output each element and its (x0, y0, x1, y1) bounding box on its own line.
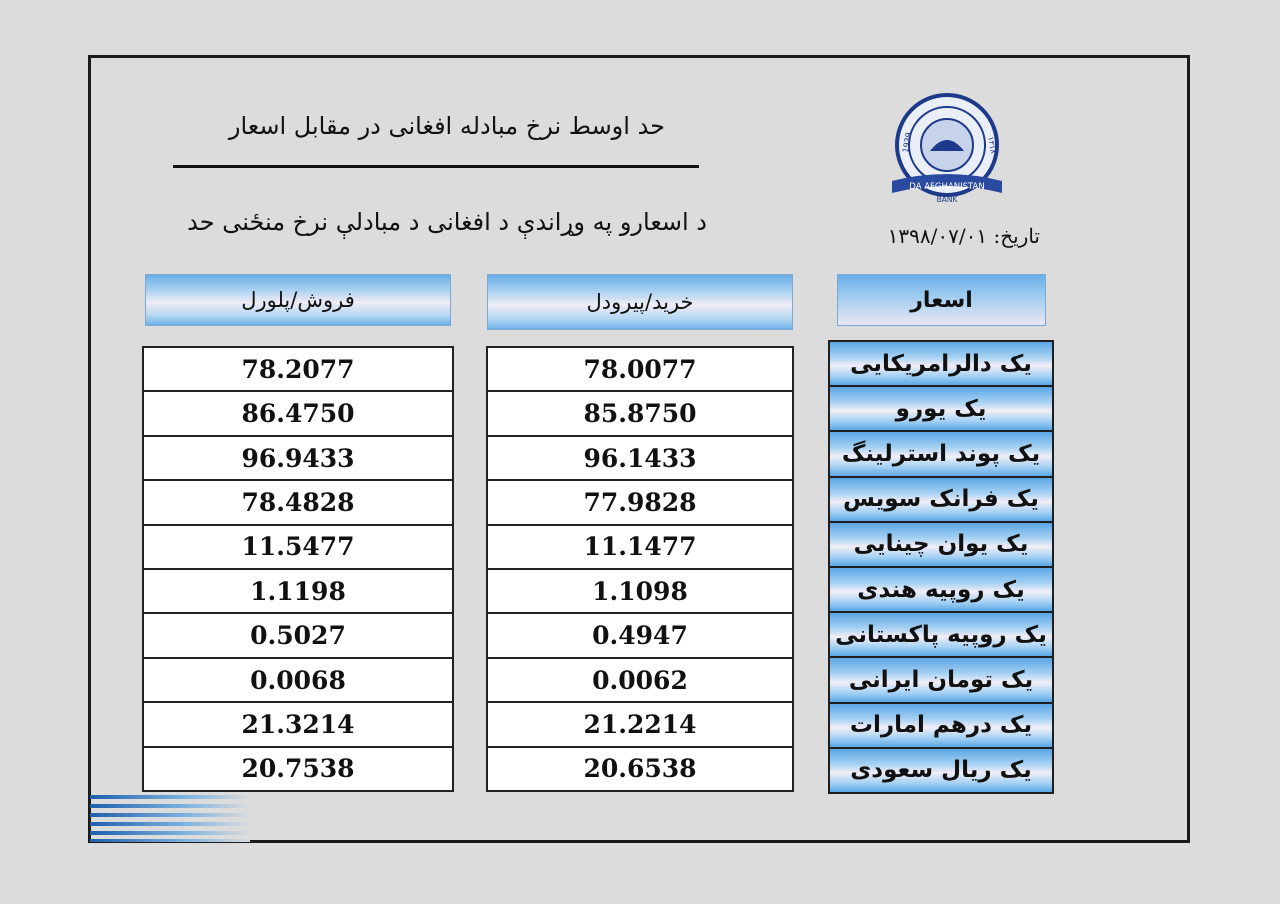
logo-bank-name: DA AFGHANISTAN (909, 182, 985, 192)
buy-column-header: خرید/پیرودل (487, 274, 793, 330)
currency-name-cell: یک یوان چینایی (830, 523, 1052, 568)
buy-rate-cell: 11.1477 (488, 526, 792, 570)
buy-rate-cell: 0.0062 (488, 659, 792, 703)
sell-column (142, 346, 454, 792)
buy-rate-cell: 1.1098 (488, 570, 792, 614)
sell-rate-cell: 11.5477 (144, 526, 452, 570)
logo-year-left: 1939 (901, 131, 914, 154)
buy-rate-cell: 96.1433 (488, 437, 792, 481)
bank-logo (886, 93, 1008, 208)
sell-rate-cell: 21.3214 (144, 703, 452, 747)
buy-rate-cell: 0.4947 (488, 614, 792, 658)
currency-name-cell: یک تومان ایرانی (830, 658, 1052, 703)
sell-rate-cell: 0.5027 (144, 614, 452, 658)
title-dari: حد اوسط نرخ مبادله افغانی در مقابل اسعار (228, 112, 665, 140)
decorative-stripes (90, 793, 250, 843)
buy-column (486, 346, 794, 792)
buy-rate-cell: 85.8750 (488, 392, 792, 436)
currency-name-cell: یک ریال سعودی (830, 749, 1052, 792)
logo-year-right: ۱۳۱۸ (986, 135, 998, 155)
currency-name-cell: یک درهم امارات (830, 704, 1052, 749)
currency-name-cell: یک فرانک سویس (830, 478, 1052, 523)
sell-column-header: فروش/پلورل (145, 274, 451, 326)
currency-column (828, 340, 1054, 794)
sell-rate-cell: 20.7538 (241, 754, 355, 784)
buy-rate-cell: 21.2214 (488, 703, 792, 747)
currency-name-cell: یک دالرامریکایی (830, 342, 1052, 387)
currency-name-cell: یک پوند استرلینگ (830, 432, 1052, 477)
currency-name-cell: یک یورو (830, 387, 1052, 432)
buy-rate-cell: 77.9828 (488, 481, 792, 525)
sell-rate-cell: 96.9433 (144, 437, 452, 481)
buy-rate-cell: 20.6538 (583, 754, 697, 784)
sell-rate-cell: 1.1198 (144, 570, 452, 614)
sell-rate-cell: 86.4750 (144, 392, 452, 436)
sell-rate-cell: 78.4828 (144, 481, 452, 525)
currency-name-cell: یک روپیه پاکستانی (830, 613, 1052, 658)
title-underline (173, 165, 699, 168)
date-value: ۱۳۹۸/۰۷/۰۱ (887, 224, 988, 248)
currency-name-cell: یک روپیه هندی (830, 568, 1052, 613)
date-row (888, 224, 1040, 248)
logo-bank-word: BANK (936, 195, 958, 204)
date-label: تاریخ: (993, 224, 1040, 248)
sell-rate-cell: 0.0068 (144, 659, 452, 703)
title-pashto: د اسعارو په وړاندې د افغانی د مبادلې نرخ منځنی حد (187, 208, 707, 236)
buy-rate-cell: 78.0077 (488, 348, 792, 392)
sell-rate-cell: 78.2077 (144, 348, 452, 392)
currency-column-header: اسعار (837, 274, 1046, 326)
